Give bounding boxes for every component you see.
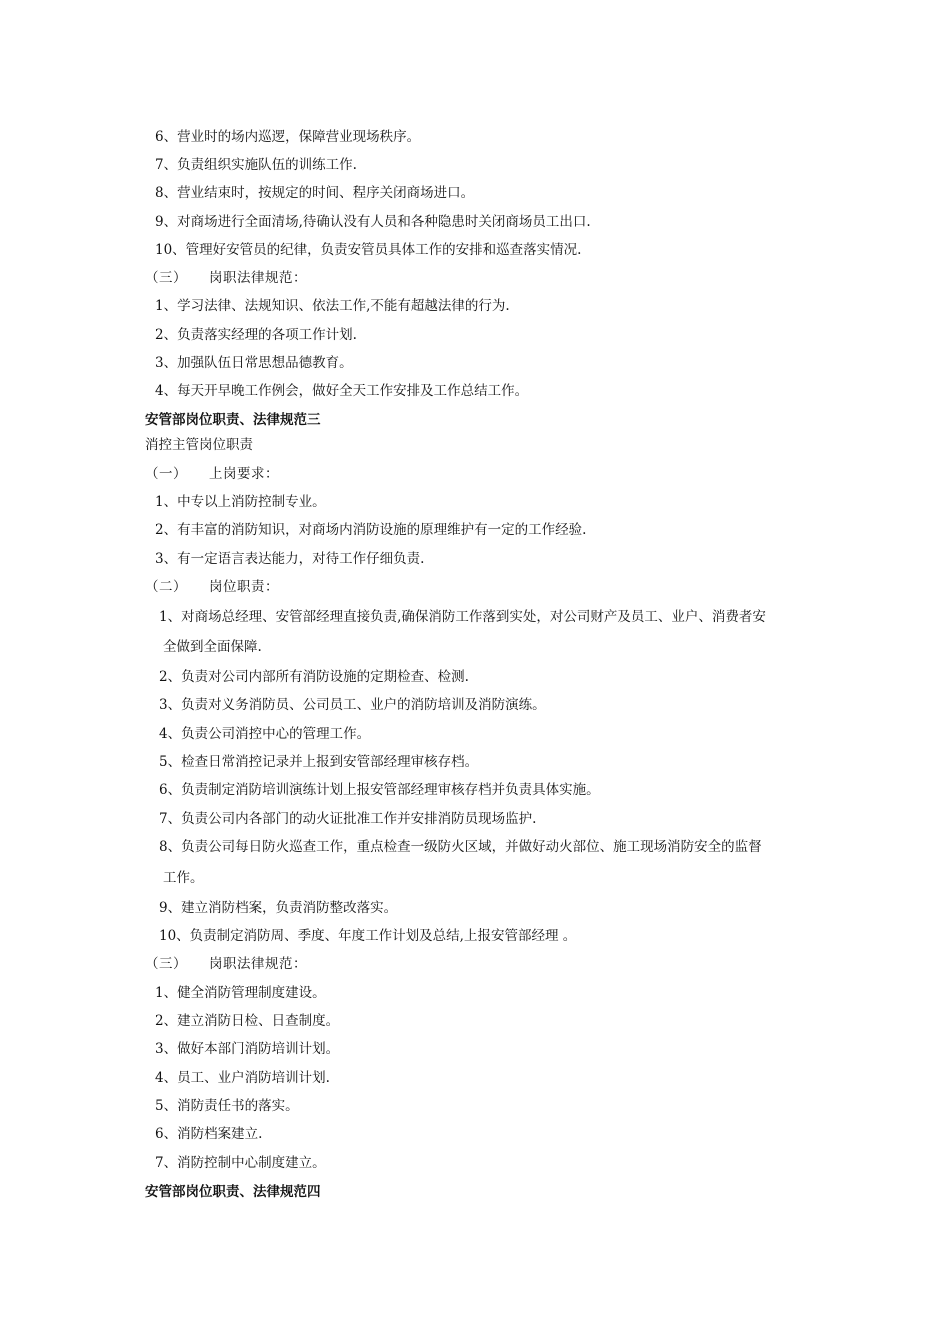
part-heading: 安管部岗位职责、法律规范三	[145, 412, 321, 428]
list-item: 6、营业时的场内巡逻，保障营业现场秩序。	[155, 129, 421, 145]
section-heading	[145, 465, 279, 483]
section-number: （三）	[145, 956, 187, 972]
list-item: 7、负责组织实施队伍的训练工作.	[155, 157, 357, 173]
section-number: （三）	[145, 270, 187, 286]
section-title: 岗职法律规范：	[209, 270, 307, 286]
section-title: 岗位职责：	[209, 579, 279, 595]
list-item: 6、消防档案建立.	[155, 1126, 263, 1142]
list-item: 2、负责对公司内部所有消防设施的定期检查、检测.	[159, 669, 469, 685]
list-item: 1、对商场总经理、安管部经理直接负责,确保消防工作落到实处，对公司财产及员工、业户、消费者安	[159, 609, 766, 625]
part-heading: 安管部岗位职责、法律规范四	[145, 1184, 321, 1200]
list-item: 3、做好本部门消防培训计划。	[155, 1041, 340, 1057]
list-item: 5、检查日常消控记录并上报到安管部经理审核存档。	[159, 754, 479, 770]
list-item: 9、建立消防档案，负责消防整改落实。	[159, 900, 398, 916]
list-item: 1、健全消防管理制度建设。	[155, 985, 326, 1001]
list-item: 9、对商场进行全面清场,待确认没有人员和各种隐患时关闭商场员工出口.	[155, 214, 591, 230]
list-item: 4、员工、业户消防培训计划.	[155, 1070, 330, 1086]
list-item: 4、每天开早晚工作例会，做好全天工作安排及工作总结工作。	[155, 383, 529, 399]
section-number: （二）	[145, 579, 187, 595]
list-item: 3、有一定语言表达能力，对待工作仔细负责.	[155, 551, 425, 567]
section-title: 上岗要求：	[209, 466, 279, 482]
list-item: 10、负责制定消防周、季度、年度工作计划及总结,上报安管部经理 。	[159, 928, 577, 944]
list-item: 3、加强队伍日常思想品德教育。	[155, 355, 353, 371]
list-item: 2、有丰富的消防知识，对商场内消防设施的原理维护有一定的工作经验.	[155, 522, 587, 538]
list-item: 8、负责公司每日防火巡查工作，重点检查一级防火区域，并做好动火部位、施工现场消防安全的监督	[159, 839, 762, 855]
list-item: 1、学习法律、法规知识、依法工作,不能有超越法律的行为.	[155, 298, 510, 314]
section-number: （一）	[145, 466, 187, 482]
list-item: 3、负责对义务消防员、公司员工、业户的消防培训及消防演练。	[159, 697, 546, 713]
list-item: 5、消防责任书的落实。	[155, 1098, 299, 1114]
section-heading	[145, 269, 307, 287]
list-item: 2、负责落实经理的各项工作计划.	[155, 327, 357, 343]
list-item: 2、建立消防日检、日查制度。	[155, 1013, 340, 1029]
list-item: 1、中专以上消防控制专业。	[155, 494, 326, 510]
list-item: 6、负责制定消防培训演练计划上报安管部经理审核存档并负责具体实施。	[159, 782, 600, 798]
list-item: 4、负责公司消控中心的管理工作。	[159, 726, 371, 742]
part-subtitle: 消控主管岗位职责	[145, 437, 253, 453]
section-heading	[145, 955, 307, 973]
list-item: 10、管理好安管员的纪律，负责安管员具体工作的安排和巡查落实情况.	[155, 242, 582, 258]
section-heading	[145, 578, 279, 596]
list-item-continuation: 工作。	[163, 870, 204, 886]
list-item: 7、消防控制中心制度建立。	[155, 1155, 326, 1171]
section-title: 岗职法律规范：	[209, 956, 307, 972]
list-item: 8、营业结束时，按规定的时间、程序关闭商场进口。	[155, 185, 475, 201]
list-item: 7、负责公司内各部门的动火证批准工作并安排消防员现场监护.	[159, 811, 537, 827]
list-item-continuation: 全做到全面保障.	[163, 639, 262, 655]
